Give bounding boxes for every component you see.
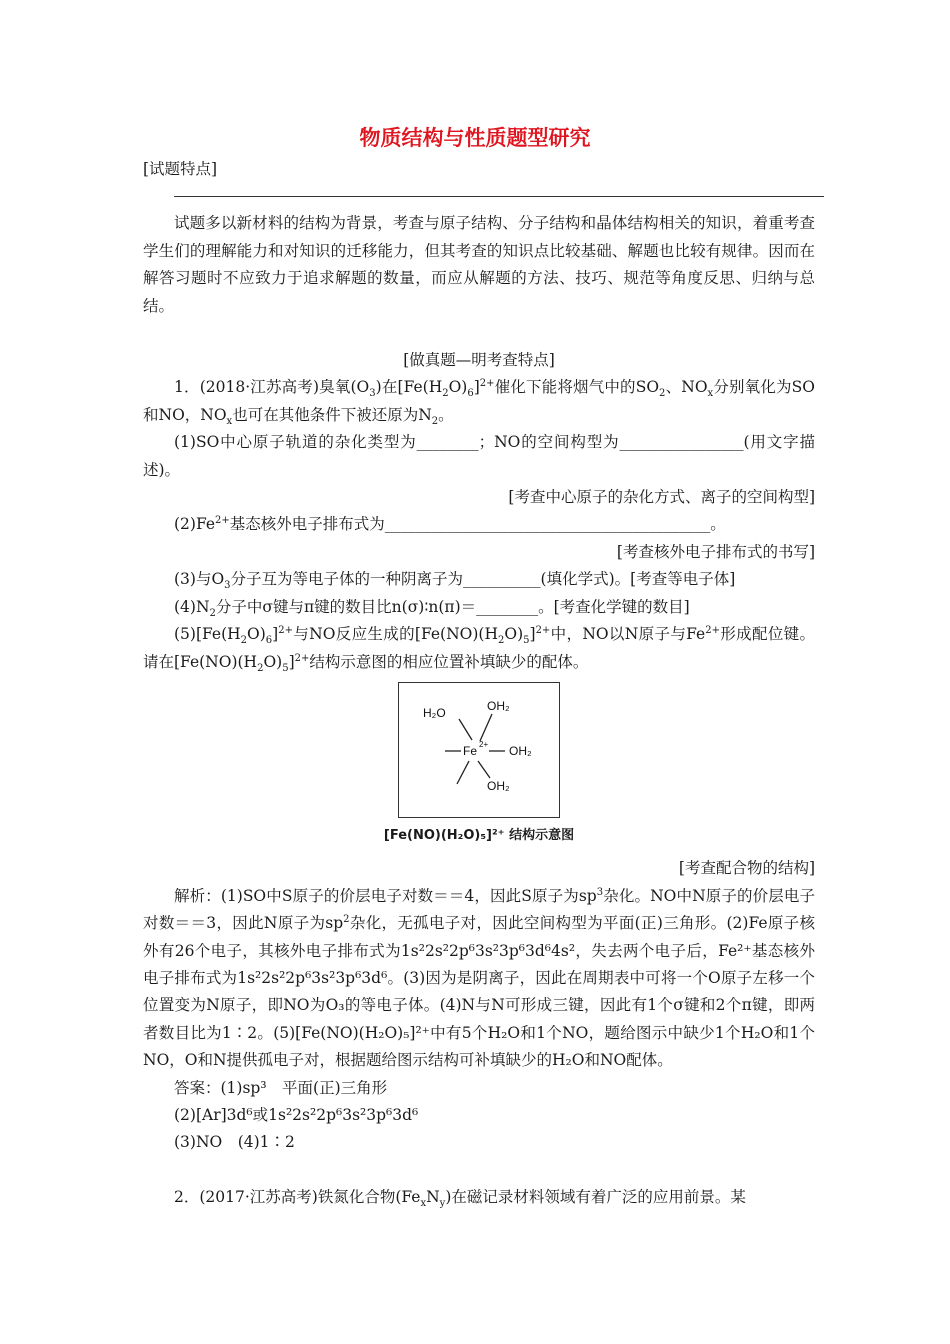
features-paragraph: 试题多以新材料的结构为背景，考查与原子结构、分子结构和晶体结构相关的知识，着重考查学生们的理解能力和对知识的迁移能力，但其考查的知识点比较基础、解题也比较有规律。因而在解答习题时不应致力于追求解题的数量，而应从解题的方法、技巧、规范等角度反思、归纳与总结。 [143,214,815,315]
bond-bottom-right [478,761,490,778]
structure-figure [143,682,815,849]
ligand-h2o-top-left: H₂O [423,705,446,720]
figure-tag: [考查配合物的结构] [678,859,815,878]
ligand-oh2-top: OH₂ [487,698,510,713]
question-1-intro: 1．(2018·江苏高考)臭氧$(O_3)$在$[Fe(H_2O)_6]^{2+}$催化下能将烟气中的$SO_2$、$NO_x$分别氧化为SO和NO，$NO_x$也可在其他条件下被还原为$N_2$。 [143,378,815,427]
divider-line [174,196,824,197]
question-1-analysis: 解析：(1)SO中S原子的价层电子对数＝＝4，因此S原子为$sp^3$杂化。NO中N原子的价层电子对数＝＝3，因此N原子为$sp^2$杂化，无孤电子对，因此空间构型为平面(正)三角形。(2)Fe原子核外有26个电子，其核外电子排布式为1s²2s²2p⁶3s²3p⁶3d⁶4s²，失去两个电子后，Fe²⁺基态核外电子排布式为1s²2s²2p⁶3s²3p⁶3d⁶。(3)因为是阴离子，因此在周期表中可将一个O原子左移一个位置变为N原子，即NO为O₃的等电子体。(4)N与N可形成三键，因此有1个σ键和2个π键，即两者数目比为1∶2。(5)[Fe(NO)(H₂O)₅]²⁺中有5个H₂O和1个NO，题给图示中缺少1个H₂O和1个NO，O和N提供孤电子对，根据题给图示结构可补填缺少的H₂O和NO配体。 [143,886,815,1070]
question-2-intro: 2．(2017·江苏高考)铁氮化合物$(Fe_xN_y)$在磁记录材料领域有着广泛的应用前景。某 [174,1187,746,1209]
ligand-oh2-right: OH₂ [509,743,532,758]
question-1-part-5: $(5)[Fe(H_2O)_6]^{2+}$与NO反应生成的$[Fe(NO)(H_2O)_5]^{2+}$中，NO以N原子与$Fe^{2+}$形成配位键。请在$[Fe(NO)(H_2O)_5]^{2+}$结构示意图的相应位置补填缺少的配体。 [143,624,815,674]
answer-line-2: (2)[Ar]3d⁶或1s²2s²2p⁶3s²3p⁶3d⁶ [174,1105,419,1124]
question-1-part-2: $(2)Fe^{2+}$基态核外电子排布式为__________________________________________。 [174,515,726,534]
question-1-part-2-tag: [考查核外电子排布式的书写] [616,542,815,561]
bond-top-left [459,719,472,740]
center-atom-charge: 2+ [479,739,489,749]
document-body [143,156,815,1211]
question-1-part-1-tag: [考查中心原子的杂化方式、离子的空间构型] [508,488,815,507]
ligand-oh2-bottom: OH₂ [487,778,510,793]
structure-diagram-box [398,682,560,818]
page-title: 物质结构与性质题型研究 [359,126,591,150]
answer-line-1: 答案：(1)sp³ 平面(正)三角形 [174,1078,388,1097]
figure-caption: [Fe(NO)(H₂O)₅]²⁺ 结构示意图 [383,827,575,843]
section-heading-features: [试题特点] [143,160,218,178]
question-1-part-3: (3)与$O_3$分子互为等电子体的一种阴离子为__________(填化学式)。[考查等电子体] [174,570,736,592]
bond-bottom-left [457,761,469,784]
bond-top-right [480,714,492,741]
question-1-part-1: (1)SO中心原子轨道的杂化类型为________；NO的空间构型为________________(用文字描述)。 [143,433,815,479]
structure-diagram [399,683,559,817]
spacer [143,320,815,347]
spacer [143,1157,815,1184]
center-atom-fe: Fe [463,743,478,758]
section-heading-real-questions: [做真题—明考查特点] [403,351,555,370]
question-1-part-4: $(4)N_2$分子中σ键与π键的数目比n(σ)∶n(π)＝________。[考查化学键的数目] [174,597,690,619]
answer-line-3: (3)NO (4)1∶2 [174,1133,295,1152]
